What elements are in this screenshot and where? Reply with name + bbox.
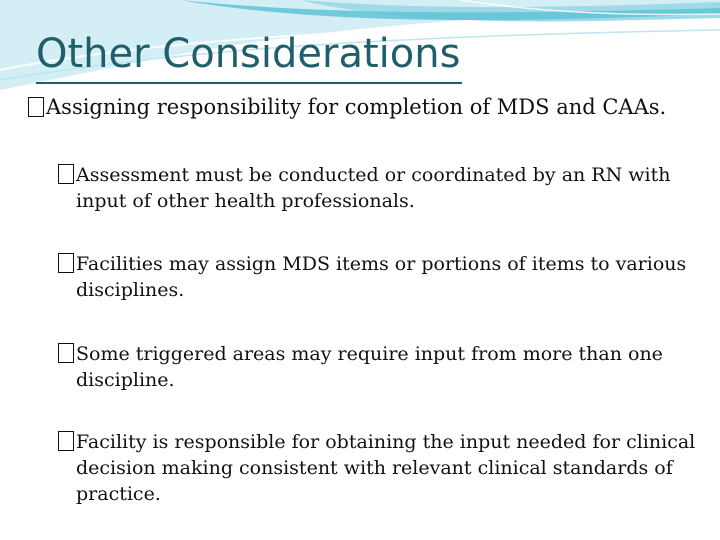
missing-glyph-bullet-icon — [28, 97, 44, 117]
slide-title: Other Considerations — [36, 26, 462, 84]
main-bullet-text: Assigning responsibility for completion of MDS and CAAs. — [46, 95, 667, 119]
sub-bullet-text: Facilities may assign MDS items or portions of items to various disciplines. — [76, 253, 687, 301]
sub-bullet-triggered-areas — [58, 341, 720, 393]
sub-bullet-text: Facility is responsible for obtaining the input needed for clinical decision making consistent with relevant clinical standards of practice. — [76, 431, 696, 505]
missing-glyph-bullet-icon — [58, 431, 74, 451]
missing-glyph-bullet-icon — [58, 253, 74, 273]
missing-glyph-bullet-icon — [58, 343, 74, 363]
sub-bullet-rn-assessment — [58, 162, 696, 214]
sub-bullet-assign-items — [58, 251, 696, 303]
sub-bullet-text: Assessment must be conducted or coordinated by an RN with input of other health professionals. — [76, 164, 671, 212]
missing-glyph-bullet-icon — [58, 164, 74, 184]
sub-bullet-facility-responsible — [58, 429, 696, 507]
sub-bullet-text: Some triggered areas may require input from more than one discipline. — [76, 343, 663, 391]
main-bullet — [28, 94, 718, 120]
